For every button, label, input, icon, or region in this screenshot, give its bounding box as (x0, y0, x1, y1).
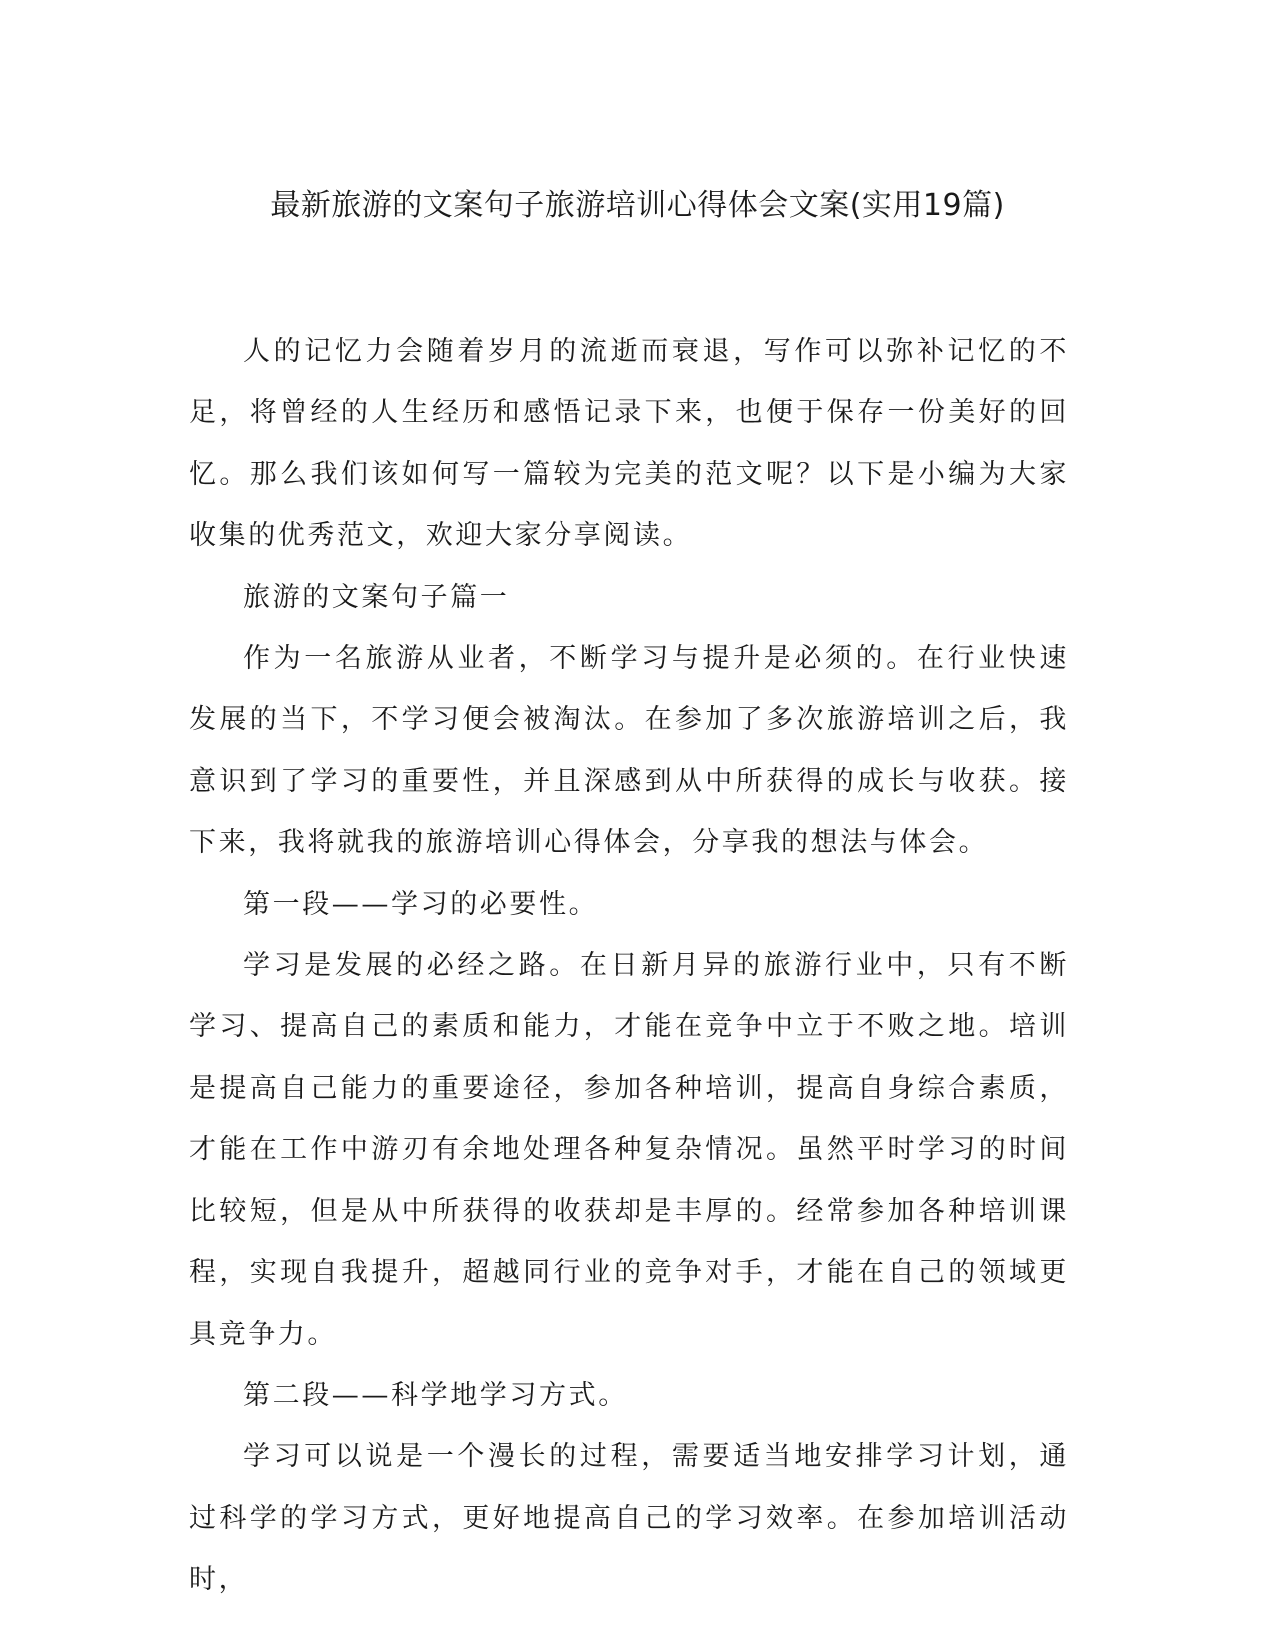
paragraph: 学习可以说是一个漫长的过程，需要适当地安排学习计划，通过科学的学习方式，更好地提高自己的学习效率。在参加培训活动时， (189, 1441, 1069, 1596)
paragraph: 作为一名旅游从业者，不断学习与提升是必须的。在行业快速发展的当下，不学习便会被淘汰。在参加了多次旅游培训之后，我意识到了学习的重要性，并且深感到从中所获得的成长与收获。接下来，我将就我的旅游培训心得体会，分享我的想法与体会。 (189, 643, 1069, 859)
paragraph: 学习是发展的必经之路。在日新月异的旅游行业中，只有不断学习、提高自己的素质和能力，才能在竞争中立于不败之地。培训是提高自己能力的重要途径，参加各种培训，提高自身综合素质，才能在工作中游刃有余地处理各种复杂情况。虽然平时学习的时间比较短，但是从中所获得的收获却是丰厚的。经常参加各种培训课程，实现自我提升，超越同行业的竞争对手，才能在自己的领域更具竞争力。 (189, 950, 1069, 1350)
document-title: 最新旅游的文案句子旅游培训心得体会文案(实用19篇) (270, 188, 1005, 223)
section-heading: 第一段——学习的必要性。 (243, 888, 599, 920)
section-heading: 旅游的文案句子篇一 (243, 581, 510, 613)
document-body (189, 321, 1069, 1611)
section-heading: 第二段——科学地学习方式。 (243, 1379, 628, 1411)
paragraph-intro: 人的记忆力会随着岁月的流逝而衰退，写作可以弥补记忆的不足，将曾经的人生经历和感悟记录下来，也便于保存一份美好的回忆。那么我们该如何写一篇较为完美的范文呢？以下是小编为大家收集的优秀范文，欢迎大家分享阅读。 (189, 336, 1069, 552)
